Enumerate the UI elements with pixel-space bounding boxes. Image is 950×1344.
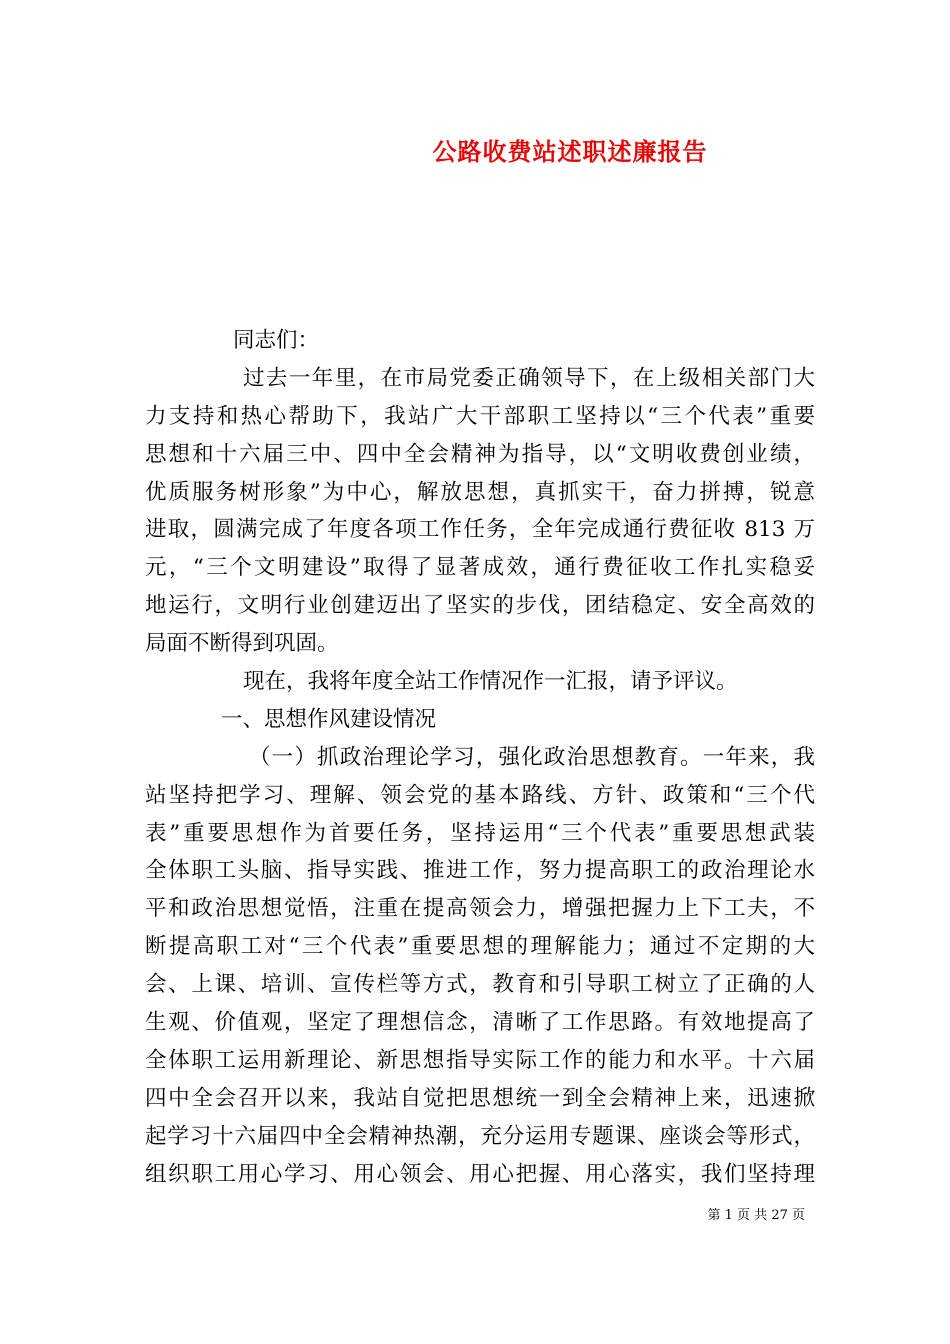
document-title: 公路收费站述职述廉报告	[432, 137, 708, 166]
paragraph-line: 起学习十六届四中全会精神热潮，充分运用专题课、座谈会等形式，	[145, 1123, 815, 1149]
paragraph-line: 优质服务树形象”为中心，解放思想，真抓实干，奋力拼搏，锐意	[145, 479, 815, 505]
document-body	[145, 322, 815, 1193]
paragraph-line: 元，“三个文明建设”取得了显著成效，通行费征收工作扎实稳妥	[145, 555, 815, 581]
paragraph-line: 全体职工头脑、指导实践、推进工作，努力提高职工的政治理论水	[145, 858, 815, 884]
paragraph-line: 局面不断得到巩固。	[145, 631, 339, 657]
paragraph-line: 全体职工运用新理论、新思想指导实际工作的能力和水平。十六届	[145, 1047, 815, 1073]
paragraph-line: （一）抓政治理论学习，强化政治思想教育。一年来，我	[249, 744, 815, 770]
paragraph-line: 站坚持把学习、理解、领会党的基本路线、方针、政策和“三个代	[145, 782, 815, 808]
paragraph-line: 平和政治思想觉悟，注重在提高领会力，增强把握力上下工夫，不	[145, 896, 815, 922]
paragraph-line: 进取，圆满完成了年度各项工作任务，全年完成通行费征收 813 万	[145, 517, 815, 543]
paragraph-line: 思想和十六届三中、四中全会精神为指导，以“文明收费创业绩，	[145, 441, 815, 467]
section-heading: 一、思想作风建设情况	[221, 706, 437, 732]
paragraph-line: 生观、价值观，坚定了理想信念，清晰了工作思路。有效地提高了	[145, 1010, 815, 1036]
paragraph-line: 力支持和热心帮助下，我站广大干部职工坚持以“三个代表”重要	[145, 403, 815, 429]
paragraph-line: 断提高职工对“三个代表”重要思想的理解能力；通过不定期的大	[145, 934, 815, 960]
paragraph-line: 地运行，文明行业创建迈出了坚实的步伐，团结稳定、安全高效的	[145, 593, 815, 619]
paragraph-line: 现在，我将年度全站工作情况作一汇报，请予评议。	[243, 669, 738, 695]
paragraph-line: 过去一年里，在市局党委正确领导下，在上级相关部门大	[243, 365, 815, 391]
salutation-line: 同志们：	[233, 328, 320, 353]
paragraph-line: 组织职工用心学习、用心领会、用心把握、用心落实，我们坚持理	[145, 1161, 815, 1187]
paragraph-line: 表”重要思想作为首要任务，坚持运用“三个代表”重要思想武装	[145, 820, 815, 846]
paragraph-line: 四中全会召开以来，我站自觉把思想统一到全会精神上来，迅速掀	[145, 1085, 815, 1111]
page-number: 第 1 页 共 27 页	[707, 1208, 805, 1223]
paragraph-line: 会、上课、培训、宣传栏等方式，教育和引导职工树立了正确的人	[145, 972, 815, 998]
